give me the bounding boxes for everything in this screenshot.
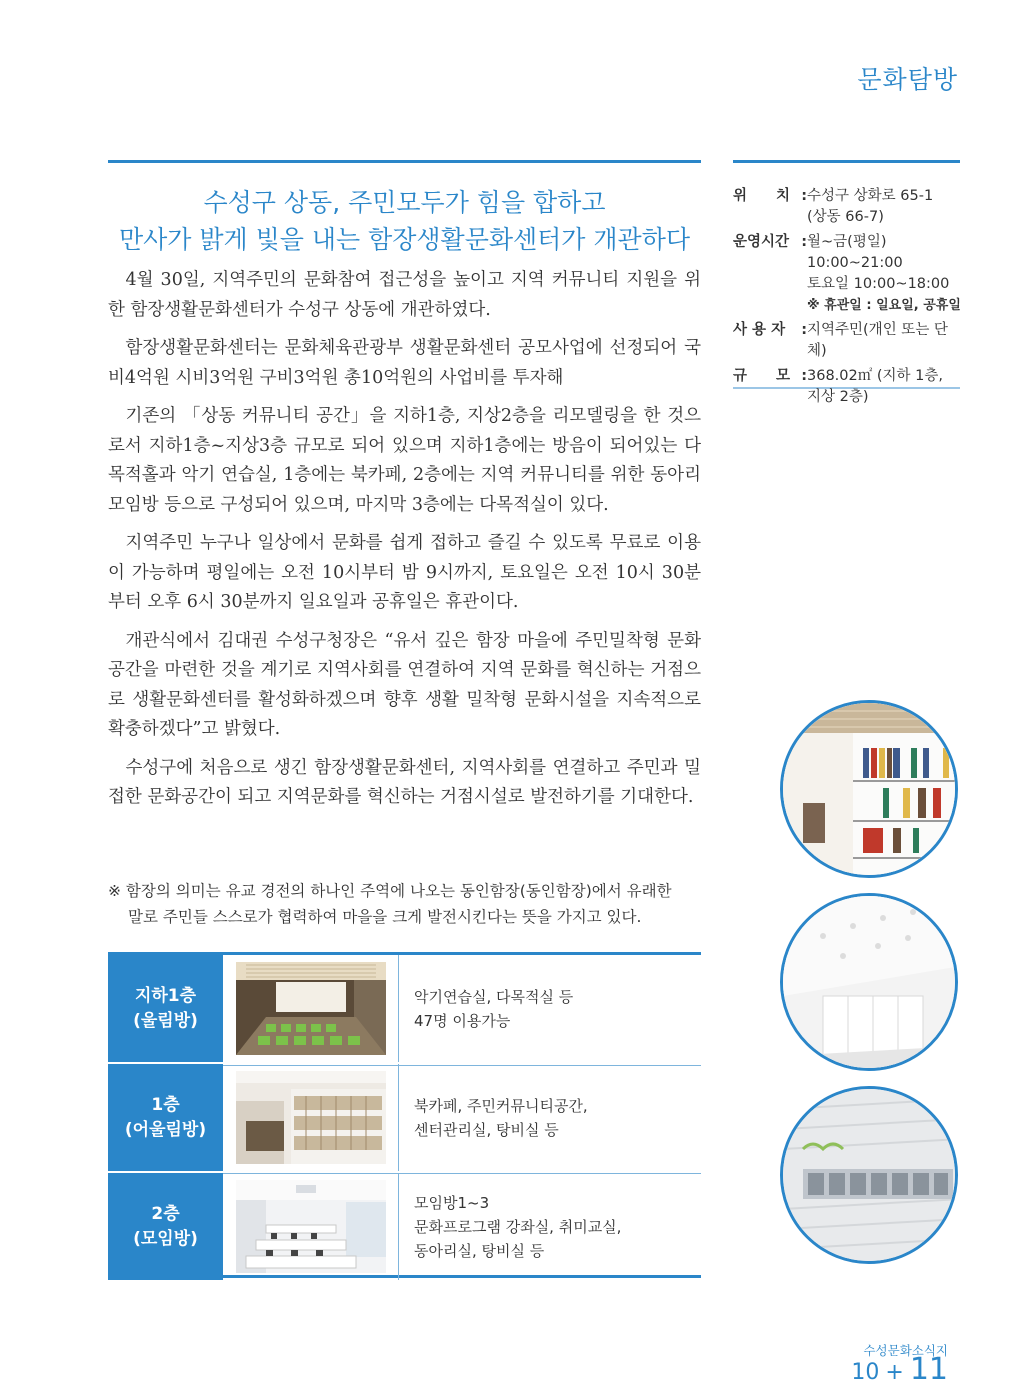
info-size-value-2: 지상 2층) xyxy=(807,389,869,405)
floor-description xyxy=(414,955,573,1062)
floor-photo-classroom xyxy=(236,1180,386,1273)
article-headline xyxy=(108,184,701,258)
info-hours-weekday: 월~금(평일) 10:00~21:00 xyxy=(807,234,903,271)
floor-name: 지하1층 xyxy=(134,985,197,1006)
footnote xyxy=(108,878,708,930)
circle-photo-signage xyxy=(780,1086,958,1264)
info-size-value: 368.02㎡ (지하 1층, xyxy=(807,368,943,384)
info-hours-saturday: 토요일 10:00~18:00 xyxy=(807,276,950,292)
info-users xyxy=(733,320,963,362)
floor-desc-line: 문화프로그램 강좌실, 취미교실, xyxy=(414,1217,622,1236)
page-separator: + xyxy=(885,1360,904,1385)
footnote-line-1: ※ 함장의 의미는 유교 경전의 하나인 주역에 나오는 동인함장(동인함장)에서 유래한 xyxy=(108,882,672,900)
section-label: 문화탐방 xyxy=(857,65,958,94)
body-paragraph: 개관식에서 김대권 수성구청장은 “유서 깊은 함장 마을에 주민밀착형 문화공간을 마련한 것을 계기로 지역사회를 연결하여 지역 문화를 혁신하는 거점으로 생활문화센터를 활성화하겠으며 향후 생활 밀착형 문화시설을 지속적으로 확충하겠다”고 밝혔다. xyxy=(108,630,701,739)
floor-table xyxy=(108,952,701,1278)
info-hours-closed: ※ 휴관일 : 일요일, 공휴일 xyxy=(807,298,961,313)
info-location xyxy=(733,186,963,228)
floor-room-name: (모임방) xyxy=(133,1228,198,1249)
headline-top-rule xyxy=(108,160,701,163)
body-paragraph: 함장생활문화센터는 문화체육관광부 생활문화센터 공모사업에 선정되어 국비4억원 시비3억원 구비3억원 총10억원의 사업비를 투자해 xyxy=(108,338,701,388)
info-hours-key: 운영시간 xyxy=(733,234,790,250)
info-top-rule xyxy=(733,160,960,163)
circle-photo-bookshelf xyxy=(780,700,958,878)
info-location-value-2: (상동 66-7) xyxy=(807,209,884,225)
colon: : xyxy=(801,234,807,250)
body-paragraph: 4월 30일, 지역주민의 문화참여 접근성을 높이고 지역 커뮤니티 지원을 위한 함장생활문화센터가 수성구 상동에 개관하였다. xyxy=(108,270,701,320)
page-number-left: 10 xyxy=(851,1360,880,1385)
headline-line-1: 수성구 상동, 주민모두가 힘을 합하고 xyxy=(203,188,606,217)
floor-desc-line: 센터관리실, 탕비실 등 xyxy=(414,1120,559,1139)
body-paragraph: 기존의 「상동 커뮤니티 공간」을 지하1층, 지상2층을 리모델링을 한 것으로서 지하1층~지상3층 규모로 되어 있으며 지하1층에는 방음이 되어있는 다목적홀과 악기 연습실, 1층에는 북카페, 2층에는 지역 커뮤니티를 위한 동아리 모임방 등으로 구성되어 있으며, 마지막 3층에는 다목적실이 있다. xyxy=(108,406,701,515)
floor-description xyxy=(414,1173,621,1280)
colon: : xyxy=(801,188,807,204)
floor-desc-line: 47명 이용가능 xyxy=(414,1011,511,1030)
footnote-line-2: 말로 주민들 스스로가 협력하여 마을을 크게 발전시킨다는 뜻을 가지고 있다. xyxy=(128,908,642,926)
info-hours xyxy=(733,232,963,316)
info-size-key: 규 모 xyxy=(733,368,791,384)
colon: : xyxy=(801,368,807,384)
magazine-name: 수성문화소식지 xyxy=(863,1343,948,1358)
info-location-value: 수성구 상화로 65-1 xyxy=(807,188,934,204)
floor-desc-line: 악기연습실, 다목적실 등 xyxy=(414,987,574,1006)
floor-row-2f xyxy=(108,1173,701,1280)
page-numbers xyxy=(851,1352,948,1387)
floor-room-name: (어울림방) xyxy=(124,1119,207,1140)
page-number-right: 11 xyxy=(909,1352,948,1387)
floor-label xyxy=(108,1173,223,1280)
floor-name: 2층 xyxy=(151,1203,180,1224)
floor-desc-line: 모임방1~3 xyxy=(414,1193,490,1212)
floor-photo-hall xyxy=(236,962,386,1055)
floor-description xyxy=(414,1064,588,1171)
column-divider xyxy=(398,955,399,1062)
floor-row-1f xyxy=(108,1064,701,1171)
info-users-key: 사 용 자 xyxy=(733,322,786,338)
info-location-key: 위 치 xyxy=(733,188,791,204)
column-divider xyxy=(398,1064,399,1171)
info-users-value: 지역주민(개인 또는 단체) xyxy=(807,322,948,359)
headline-line-2: 만사가 밝게 빛을 내는 함장생활문화센터가 개관하다 xyxy=(118,225,691,254)
floor-desc-line: 북카페, 주민커뮤니티공간, xyxy=(414,1096,588,1115)
circle-photo-interior xyxy=(780,893,958,1071)
floor-label xyxy=(108,955,223,1062)
floor-name: 1층 xyxy=(151,1094,180,1115)
floor-room-name: (울림방) xyxy=(133,1010,198,1031)
column-divider xyxy=(398,1173,399,1280)
body-paragraph: 수성구에 처음으로 생긴 함장생활문화센터, 지역사회를 연결하고 주민과 밀접한 문화공간이 되고 지역문화를 혁신하는 거점시설로 발전하기를 기대한다. xyxy=(108,757,701,807)
body-paragraph: 지역주민 누구나 일상에서 문화를 쉽게 접하고 즐길 수 있도록 무료로 이용이 가능하며 평일에는 오전 10시부터 밤 9시까지, 토요일은 오전 10시 30분부터 오후 6시 30분까지 일요일과 공휴일은 휴관이다. xyxy=(108,533,701,612)
floor-row-b1 xyxy=(108,955,701,1062)
floor-photo-bookcafe xyxy=(236,1071,386,1164)
floor-label xyxy=(108,1064,223,1171)
floor-desc-line: 동아리실, 탕비실 등 xyxy=(414,1241,545,1260)
info-box xyxy=(733,186,963,412)
article-body xyxy=(108,266,701,822)
info-size xyxy=(733,366,963,408)
colon: : xyxy=(801,322,807,338)
